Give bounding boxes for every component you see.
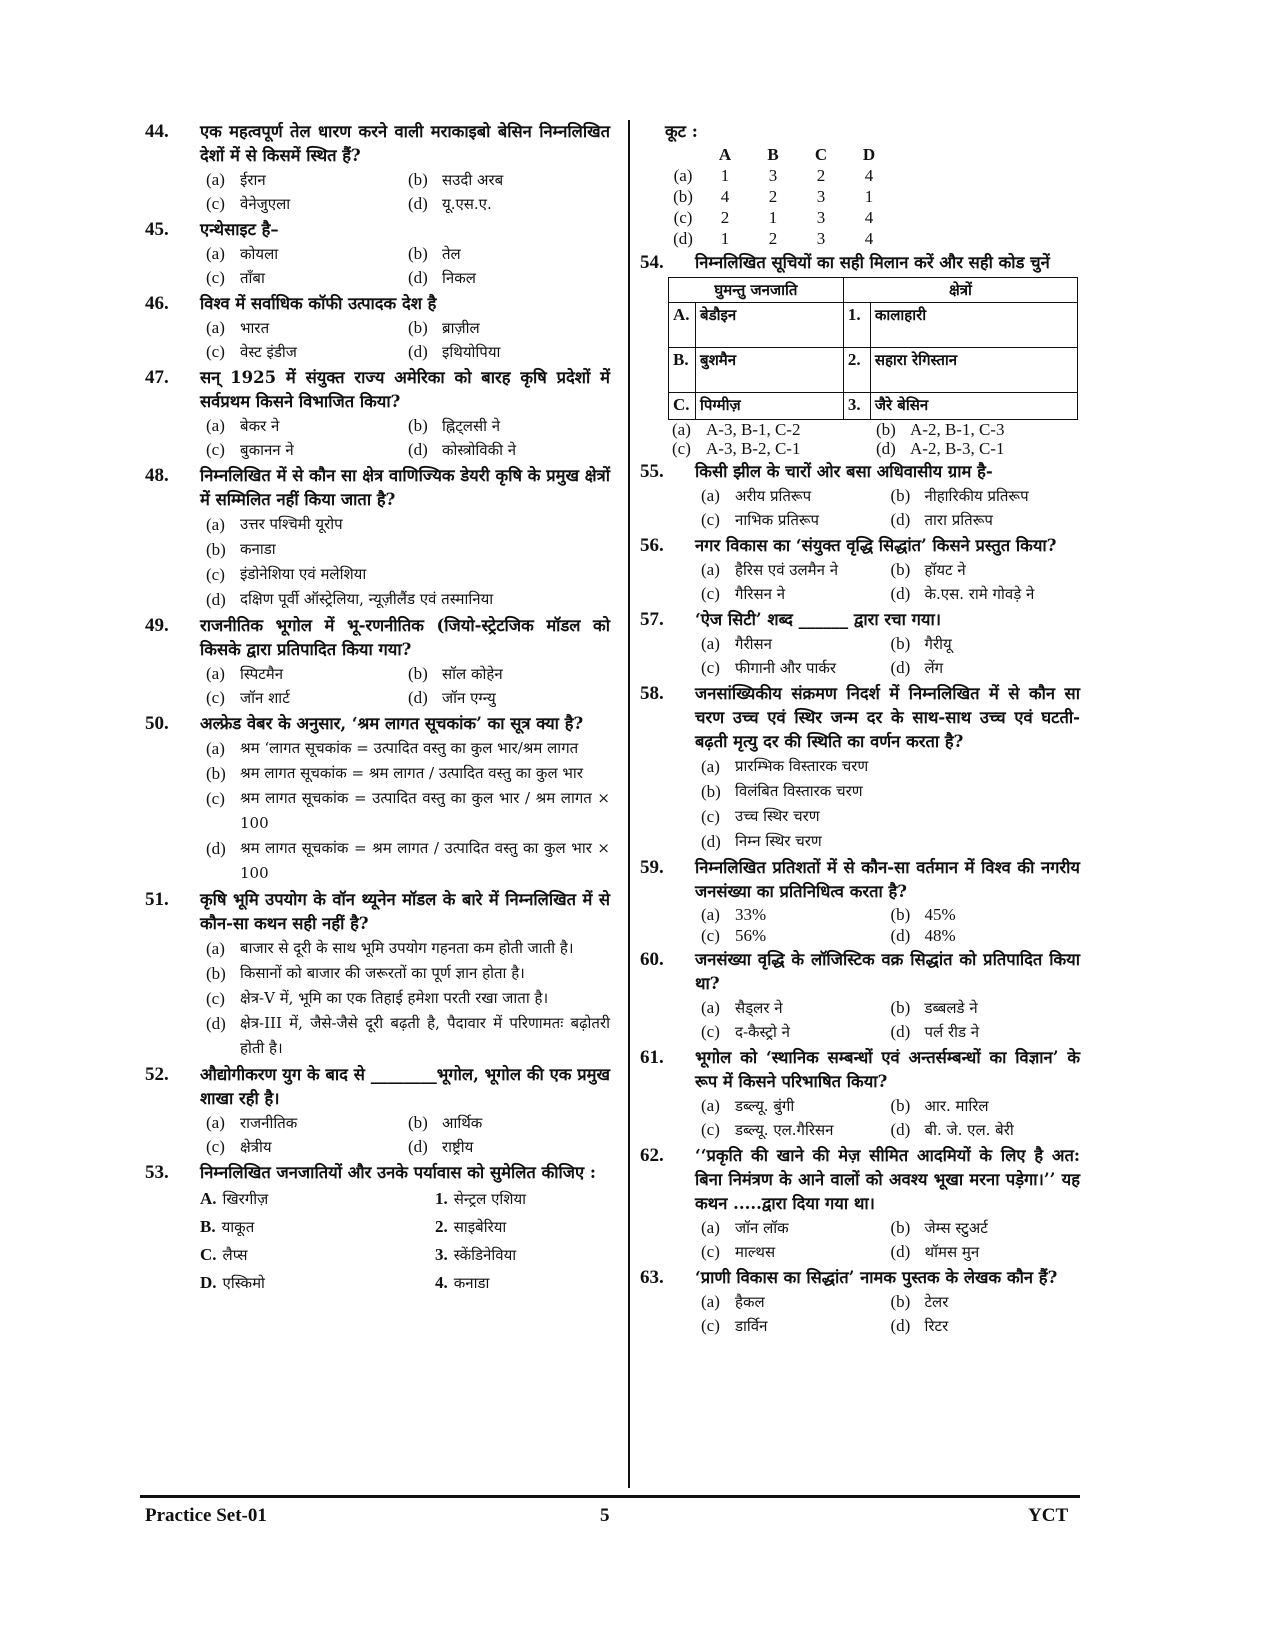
option-c: (c) बुकानन ने xyxy=(206,440,294,459)
option-b: (b) सउदी अरब xyxy=(408,170,504,189)
option-c: (c) क्षेत्रीय xyxy=(206,1137,272,1156)
option-d: (d) तारा प्रतिरूप xyxy=(890,510,993,529)
codes-table xyxy=(665,144,1080,249)
question-number: 62. xyxy=(640,1145,664,1166)
options xyxy=(701,1094,1080,1142)
footer-publisher: YCT xyxy=(1028,1505,1069,1526)
question-number: 55. xyxy=(640,461,664,482)
question-text: एक महत्वपूर्ण तेल धारण करने वाली मराकाइबो बेसिन निम्नलिखित देशों में से किसमें स्थित हैं? xyxy=(200,122,610,165)
option-b: (b) हॉयट ने xyxy=(890,560,966,579)
option-b: (b) विलंबित विस्तारक चरण xyxy=(701,782,863,801)
question-number: 60. xyxy=(640,949,664,970)
match-table-row: A. बेडौइन 1. कालाहारी xyxy=(669,303,1078,348)
codes-header: A B C D xyxy=(718,145,876,164)
options xyxy=(206,242,610,290)
left-column xyxy=(145,120,610,1297)
question-number: 44. xyxy=(145,121,169,142)
question-number: 51. xyxy=(145,889,169,910)
question-text: जनसंख्या वृद्धि के लॉजिस्टिक वक्र सिद्धांत को प्रतिपादित किया था? xyxy=(695,950,1080,993)
options xyxy=(206,414,610,462)
options xyxy=(206,512,610,612)
column-header: क्षेत्रों xyxy=(843,278,1077,303)
option-d: (d) कोस्त्रोविकी ने xyxy=(408,440,517,459)
option-b: (b) कनाडा xyxy=(206,540,276,559)
option-b: (b) डब्बलडे ने xyxy=(890,998,978,1017)
option-c: (c) फीगानी और पार्कर xyxy=(701,658,837,677)
option-b: (b) जेम्स स्टुअर्ट xyxy=(890,1218,988,1237)
option-c: (c) डब्ल्यू. एल.गैरिसन xyxy=(701,1120,834,1139)
question-number: 63. xyxy=(640,1267,664,1288)
question-text: विश्व में सर्वाधिक कॉफी उत्पादक देश है xyxy=(200,294,437,313)
question-text: जनसांख्यिकीय संक्रमण निदर्श में निम्नलिखित में से कौन सा चरण उच्च एवं स्थिर जन्म दर के साथ-साथ उच्च एवं घटती-बढ़ती मृत्यु दर की स्थिति का वर्णन करता है? xyxy=(695,684,1080,751)
list-1-item: D. एस्किमो xyxy=(200,1273,265,1292)
question-text: ‘ऐज सिटी’ शब्द ______ द्वारा रचा गया। xyxy=(695,610,941,629)
option-b: (b) नीहारिकीय प्रतिरूप xyxy=(890,486,1029,505)
option-c: (c) नाभिक प्रतिरूप xyxy=(701,510,820,529)
question-number: 48. xyxy=(145,465,169,486)
option-d: (d) इथियोपिया xyxy=(408,342,501,361)
question-text: औद्योगीकरण युग के बाद से ________भूगोल, भूगोल की एक प्रमुख शाखा रही है। xyxy=(200,1065,610,1108)
options xyxy=(701,1216,1080,1264)
question-45 xyxy=(145,218,610,290)
option-d: (d) लेंग xyxy=(890,658,944,677)
question-number: 61. xyxy=(640,1047,664,1068)
options xyxy=(701,754,1080,854)
option-c: (c) उच्च स्थिर चरण xyxy=(701,807,820,826)
option-d: (d) निम्न स्थिर चरण xyxy=(701,832,822,851)
question-number: 46. xyxy=(145,293,169,314)
option-b: (b) टेलर xyxy=(890,1292,949,1311)
option-a: (a) अरीय प्रतिरूप xyxy=(701,486,812,505)
option-a: (a) स्पिटमैन xyxy=(206,664,284,683)
option-c: (c) माल्थस xyxy=(701,1242,776,1261)
option-b: (b) 45% xyxy=(890,905,956,924)
question-number: 53. xyxy=(145,1162,169,1183)
option-c: (c) ताँबा xyxy=(206,268,265,287)
question-53 xyxy=(145,1161,610,1297)
question-60 xyxy=(640,948,1080,1044)
options xyxy=(206,662,610,710)
option-d: (d) दक्षिण पूर्वी ऑस्ट्रेलिया, न्यूज़ीलैंड एवं तस्मानिया xyxy=(206,590,494,609)
question-56 xyxy=(640,534,1080,606)
question-46 xyxy=(145,292,610,364)
option-d: (d) राष्ट्रीय xyxy=(408,1137,474,1156)
list-2-item: 2. साइबेरिया xyxy=(435,1217,507,1236)
match-table-header xyxy=(669,278,1078,303)
question-text: निम्नलिखित जनजातियों और उनके पर्यावास को सुमेलित कीजिए : xyxy=(200,1163,597,1182)
question-49 xyxy=(145,614,610,710)
column-header: घुमन्तु जनजाति xyxy=(669,278,844,303)
options xyxy=(206,1111,610,1159)
option-a: (a) हैकल xyxy=(701,1292,765,1311)
option-d: (d) यू.एस.ए. xyxy=(408,194,492,213)
option-d: (d) पर्ल रीड ने xyxy=(890,1022,980,1041)
option-a: (a) जॉन लॉक xyxy=(701,1218,789,1237)
question-55 xyxy=(640,460,1080,532)
option-a: (a) ईरान xyxy=(206,170,266,189)
options xyxy=(701,904,1080,946)
options xyxy=(701,996,1080,1044)
options xyxy=(701,632,1080,680)
option-b: (b) किसानों को बाजार की जरूरतों का पूर्ण ज्ञान होता है। xyxy=(206,964,525,983)
question-text: सन् 1925 में संयुक्त राज्य अमेरिका को बारह कृषि प्रदेशों में सर्वप्रथम किसने विभाजित किया? xyxy=(200,368,610,411)
codes-label: कूट : xyxy=(665,122,698,141)
list-2-item: 1. सेन्ट्रल एशिया xyxy=(435,1189,527,1208)
question-61 xyxy=(640,1046,1080,1142)
question-59 xyxy=(640,856,1080,946)
list-1-item: C. लैप्स xyxy=(200,1245,248,1264)
list-1-item: B. याकूत xyxy=(200,1217,255,1236)
option-b: (b) आर्थिक xyxy=(408,1113,483,1132)
question-text: किसी झील के चारों ओर बसा अधिवासीय ग्राम है- xyxy=(695,462,993,481)
options xyxy=(206,736,610,886)
question-48 xyxy=(145,464,610,612)
option-c: (c) 56% xyxy=(701,926,767,945)
options xyxy=(701,1290,1080,1338)
option-a: (a) प्रारम्भिक विस्तारक चरण xyxy=(701,757,869,776)
option-d: (d) बी. जे. एल. बेरी xyxy=(890,1120,1014,1139)
match-table-row: B. बुशमैन 2. सहारा रेगिस्तान xyxy=(669,348,1078,393)
option-b: (b) ह्निट्लसी ने xyxy=(408,416,501,435)
question-text: ‘प्राणी विकास का सिद्धांत’ नामक पुस्तक के लेखक कौन हैं? xyxy=(695,1268,1058,1287)
question-50 xyxy=(145,712,610,886)
option-c: (c) वेस्ट इंडीज xyxy=(206,342,297,361)
option-a: (a) गैरीसन xyxy=(701,634,772,653)
option-d: (d) श्रम लागत सूचकांक = श्रम लागत / उत्पादित वस्तु का कुल भार × 100 xyxy=(206,839,610,882)
question-51 xyxy=(145,888,610,1061)
question-text: निम्नलिखित सूचियों का सही मिलान करें और सही कोड चुनें xyxy=(695,253,1050,272)
question-number: 50. xyxy=(145,713,169,734)
option-c: (c) इंडोनेशिया एवं मलेशिया xyxy=(206,565,367,584)
q54-options xyxy=(672,420,1080,458)
options xyxy=(206,936,610,1061)
question-text: अल्फ्रेड वेबर के अनुसार, ‘श्रम लागत सूचकांक’ का सूत्र क्या है? xyxy=(200,714,584,733)
options xyxy=(206,316,610,364)
option-a: (a) बेकर ने xyxy=(206,416,280,435)
question-number: 49. xyxy=(145,615,169,636)
option-c: (c) गैरिसन ने xyxy=(701,584,786,603)
question-number: 52. xyxy=(145,1064,169,1085)
option-a: (a) बाजार से दूरी के साथ भूमि उपयोग गहनता कम होती जाती है। xyxy=(206,939,574,958)
option-b: (b) A-2, B-1, C-3 xyxy=(876,420,1005,439)
footer-rule xyxy=(140,1495,1080,1498)
option-c: (c) वेनेजुएला xyxy=(206,194,291,213)
option-d: (d) क्षेत्र-III में, जैसे-जैसे दूरी बढ़ती है, पैदावार में परिणामतः बढ़ोतरी होती है। xyxy=(206,1014,610,1057)
option-b: (b) गैरीयू xyxy=(890,634,952,653)
question-number: 54. xyxy=(640,252,664,273)
option-a: (a) श्रम ‘लागत सूचकांक = उत्पादित वस्तु का कुल भार/श्रम लागत xyxy=(206,739,579,758)
footer-set-name: Practice Set-01 xyxy=(145,1505,267,1526)
column-divider xyxy=(628,120,630,1488)
question-44 xyxy=(145,120,610,216)
options xyxy=(206,168,610,216)
codes-row: (b) 4 2 3 1 xyxy=(673,187,874,206)
option-a: (a) राजनीतिक xyxy=(206,1113,298,1132)
codes-row: (c) 2 1 3 4 xyxy=(673,208,874,227)
codes-row: (a) 1 3 2 4 xyxy=(673,166,874,185)
page-number: 5 xyxy=(600,1505,610,1526)
option-a: (a) A-3, B-1, C-2 xyxy=(672,420,801,439)
question-text: कृषि भूमि उपयोग के वॉन थ्यूनेन मॉडल के बारे में निम्नलिखित में से कौन-सा कथन सही नहीं है? xyxy=(200,890,610,933)
question-number: 57. xyxy=(640,609,664,630)
option-c: (c) क्षेत्र-V में, भूमि का एक तिहाई हमेशा परती रखा जाता है। xyxy=(206,989,549,1008)
question-57 xyxy=(640,608,1080,680)
match-lists xyxy=(200,1185,610,1297)
question-63 xyxy=(640,1266,1080,1338)
option-d: (d) निकल xyxy=(408,268,476,287)
question-number: 45. xyxy=(145,219,169,240)
option-d: (d) 48% xyxy=(890,926,956,945)
option-b: (b) आर. मारिल xyxy=(890,1096,989,1115)
question-text: निम्नलिखित प्रतिशतों में से कौन-सा वर्तमान में विश्व की नगरीय जनसंख्या का प्रतिनिधित्व करता है? xyxy=(695,858,1080,901)
option-d: (d) रिटर xyxy=(890,1316,949,1335)
question-text: निम्नलिखित में से कौन सा क्षेत्र वाणिज्यिक डेयरी कृषि के प्रमुख क्षेत्रों में सम्मिलित नहीं किया जाता है? xyxy=(200,466,610,509)
option-b: (b) ब्राज़ील xyxy=(408,318,480,337)
question-text: भूगोल को ‘स्थानिक सम्बन्धों एवं अन्तर्सम्बन्धों का विज्ञान’ के रूप में किसने परिभाषित किया? xyxy=(695,1048,1080,1091)
question-text: ‘‘प्रकृति की खाने की मेज़ सीमित आदमियों के लिए है अत: बिना निमंत्रण के आने वालों को अवश्य भूखा मरना पड़ेगा।’’ यह कथन .....द्वारा दिया गया था। xyxy=(695,1146,1080,1213)
options xyxy=(701,484,1080,532)
option-a: (a) डब्ल्यू. बुंगी xyxy=(701,1096,795,1115)
question-number: 56. xyxy=(640,535,664,556)
option-c: (c) डार्विन xyxy=(701,1316,768,1335)
option-d: (d) जॉन एग्न्यु xyxy=(408,688,496,707)
options xyxy=(701,558,1080,606)
question-54 xyxy=(640,251,1080,275)
question-47 xyxy=(145,366,610,462)
question-number: 59. xyxy=(640,857,664,878)
q53-codes xyxy=(640,120,1080,249)
option-c: (c) श्रम लागत सूचकांक = उत्पादित वस्तु का कुल भार / श्रम लागत × 100 xyxy=(206,789,610,832)
list-1-item: A. खिरगीज़ xyxy=(200,1189,269,1208)
option-b: (b) सॉल कोहेन xyxy=(408,664,503,683)
option-a: (a) 33% xyxy=(701,905,767,924)
question-58 xyxy=(640,682,1080,854)
option-c: (c) द-कैस्ट्रो ने xyxy=(701,1022,790,1041)
option-d: (d) के.एस. रामे गोवड़े ने xyxy=(890,584,1035,603)
option-b: (b) तेल xyxy=(408,244,461,263)
match-table xyxy=(668,277,1078,420)
question-number: 47. xyxy=(145,367,169,388)
question-52 xyxy=(145,1063,610,1159)
question-62 xyxy=(640,1144,1080,1264)
option-a: (a) हैरिस एवं उलमैन ने xyxy=(701,560,839,579)
list-2-item: 4. कनाडा xyxy=(435,1273,490,1292)
right-column xyxy=(640,120,1080,1338)
option-a: (a) सैड्लर ने xyxy=(701,998,783,1017)
option-c: (c) जॉन शार्ट xyxy=(206,688,290,707)
option-a: (a) भारत xyxy=(206,318,270,337)
option-a: (a) उत्तर पश्चिमी यूरोप xyxy=(206,515,343,534)
question-number: 58. xyxy=(640,683,664,704)
option-b: (b) श्रम लागत सूचकांक = श्रम लागत / उत्पादित वस्तु का कुल भार xyxy=(206,764,583,783)
list-2-item: 3. स्केंडिनेविया xyxy=(435,1245,517,1264)
match-table-row: C. पिग्मीज़ 3. जैरे बेसिन xyxy=(669,393,1078,420)
option-d: (d) थॉमस मुन xyxy=(890,1242,980,1261)
question-text: नगर विकास का ‘संयुक्त वृद्धि सिद्धांत’ किसने प्रस्तुत किया? xyxy=(695,536,1057,555)
option-a: (a) कोयला xyxy=(206,244,279,263)
question-text: एन्थेसाइट है– xyxy=(200,220,279,239)
option-d: (d) A-2, B-3, C-1 xyxy=(876,439,1005,458)
option-c: (c) A-3, B-2, C-1 xyxy=(672,439,801,458)
question-text: राजनीतिक भूगोल में भू-रणनीतिक (जियो-स्ट्रेटजिक मॉडल को किसके द्वारा प्रतिपादित किया गया? xyxy=(200,616,610,659)
codes-row: (d) 1 2 3 4 xyxy=(673,229,874,248)
